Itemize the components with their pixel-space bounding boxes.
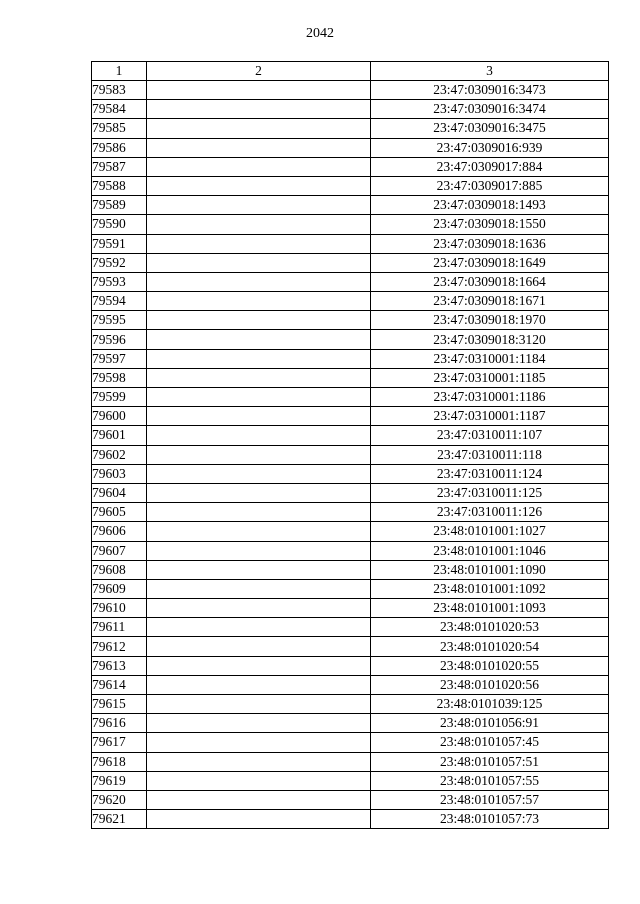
table-row xyxy=(92,157,609,176)
row-number-cell: 79612 xyxy=(92,637,147,656)
row-blank-cell xyxy=(147,81,371,100)
cadastral-number-cell: 23:48:0101057:57 xyxy=(371,790,609,809)
row-number-cell: 79607 xyxy=(92,541,147,560)
row-blank-cell xyxy=(147,675,371,694)
row-blank-cell xyxy=(147,176,371,195)
row-blank-cell xyxy=(147,196,371,215)
table-row xyxy=(92,196,609,215)
table-row xyxy=(92,234,609,253)
row-number-cell: 79618 xyxy=(92,752,147,771)
row-number-cell: 79613 xyxy=(92,656,147,675)
table-row xyxy=(92,522,609,541)
row-number-cell: 79611 xyxy=(92,618,147,637)
row-number-cell: 79619 xyxy=(92,771,147,790)
cadastral-number-cell: 23:47:0310011:107 xyxy=(371,426,609,445)
row-number-cell: 79603 xyxy=(92,464,147,483)
row-number-cell: 79600 xyxy=(92,407,147,426)
cadastral-number-cell: 23:47:0309018:1636 xyxy=(371,234,609,253)
cadastral-number-cell: 23:47:0309018:1671 xyxy=(371,292,609,311)
table-row xyxy=(92,272,609,291)
cadastral-number-cell: 23:48:0101057:73 xyxy=(371,810,609,829)
table-row xyxy=(92,215,609,234)
table-row xyxy=(92,119,609,138)
row-number-cell: 79615 xyxy=(92,695,147,714)
cadastral-number-cell: 23:47:0309018:1649 xyxy=(371,253,609,272)
table-row xyxy=(92,579,609,598)
table-row xyxy=(92,330,609,349)
cadastral-number-cell: 23:48:0101057:51 xyxy=(371,752,609,771)
cadastral-number-cell: 23:47:0310001:1185 xyxy=(371,368,609,387)
row-number-cell: 79606 xyxy=(92,522,147,541)
table-row xyxy=(92,253,609,272)
row-number-cell: 79614 xyxy=(92,675,147,694)
row-blank-cell xyxy=(147,234,371,253)
row-blank-cell xyxy=(147,618,371,637)
row-number-cell: 79584 xyxy=(92,100,147,119)
row-blank-cell xyxy=(147,311,371,330)
table-row xyxy=(92,695,609,714)
table-row xyxy=(92,349,609,368)
table-header-row xyxy=(92,62,609,81)
row-number-cell: 79602 xyxy=(92,445,147,464)
table-row xyxy=(92,483,609,502)
row-number-cell: 79598 xyxy=(92,368,147,387)
cadastral-number-cell: 23:48:0101020:53 xyxy=(371,618,609,637)
row-blank-cell xyxy=(147,253,371,272)
table-row xyxy=(92,138,609,157)
table-row xyxy=(92,292,609,311)
row-number-cell: 79586 xyxy=(92,138,147,157)
row-blank-cell xyxy=(147,157,371,176)
row-blank-cell xyxy=(147,368,371,387)
row-number-cell: 79594 xyxy=(92,292,147,311)
cadastral-number-cell: 23:47:0310011:124 xyxy=(371,464,609,483)
table-row xyxy=(92,176,609,195)
cadastral-number-cell: 23:48:0101039:125 xyxy=(371,695,609,714)
row-blank-cell xyxy=(147,771,371,790)
table-row xyxy=(92,637,609,656)
row-blank-cell xyxy=(147,695,371,714)
row-blank-cell xyxy=(147,330,371,349)
row-number-cell: 79590 xyxy=(92,215,147,234)
cadastral-number-cell: 23:47:0309016:3475 xyxy=(371,119,609,138)
table-row xyxy=(92,388,609,407)
row-number-cell: 79585 xyxy=(92,119,147,138)
row-number-cell: 79599 xyxy=(92,388,147,407)
row-number-cell: 79597 xyxy=(92,349,147,368)
cadastral-number-cell: 23:47:0310001:1184 xyxy=(371,349,609,368)
cadastral-number-cell: 23:47:0309018:1493 xyxy=(371,196,609,215)
table-row xyxy=(92,733,609,752)
row-number-cell: 79593 xyxy=(92,272,147,291)
cadastral-number-cell: 23:47:0310011:126 xyxy=(371,503,609,522)
row-blank-cell xyxy=(147,599,371,618)
row-blank-cell xyxy=(147,138,371,157)
table-row xyxy=(92,503,609,522)
cadastral-number-cell: 23:47:0310011:118 xyxy=(371,445,609,464)
row-number-cell: 79617 xyxy=(92,733,147,752)
row-blank-cell xyxy=(147,752,371,771)
row-blank-cell xyxy=(147,292,371,311)
row-number-cell: 79583 xyxy=(92,81,147,100)
row-blank-cell xyxy=(147,560,371,579)
table-row xyxy=(92,560,609,579)
row-number-cell: 79601 xyxy=(92,426,147,445)
row-number-cell: 79610 xyxy=(92,599,147,618)
row-blank-cell xyxy=(147,464,371,483)
row-blank-cell xyxy=(147,483,371,502)
row-blank-cell xyxy=(147,503,371,522)
table-row xyxy=(92,100,609,119)
cadastral-number-cell: 23:47:0309018:3120 xyxy=(371,330,609,349)
row-blank-cell xyxy=(147,637,371,656)
row-blank-cell xyxy=(147,388,371,407)
table-row xyxy=(92,810,609,829)
row-blank-cell xyxy=(147,426,371,445)
row-number-cell: 79620 xyxy=(92,790,147,809)
row-number-cell: 79609 xyxy=(92,579,147,598)
table-row xyxy=(92,407,609,426)
cadastral-number-cell: 23:47:0309016:3473 xyxy=(371,81,609,100)
table-row xyxy=(92,714,609,733)
row-blank-cell xyxy=(147,215,371,234)
cadastral-number-cell: 23:47:0309017:884 xyxy=(371,157,609,176)
cadastral-number-cell: 23:48:0101001:1090 xyxy=(371,560,609,579)
column-header-3: 3 xyxy=(371,62,609,81)
table-row xyxy=(92,311,609,330)
row-number-cell: 79589 xyxy=(92,196,147,215)
row-number-cell: 79616 xyxy=(92,714,147,733)
cadastral-number-cell: 23:47:0310011:125 xyxy=(371,483,609,502)
table-row xyxy=(92,771,609,790)
page-number: 2042 xyxy=(306,26,334,41)
cadastral-number-cell: 23:47:0309018:1970 xyxy=(371,311,609,330)
table-row xyxy=(92,675,609,694)
row-blank-cell xyxy=(147,810,371,829)
row-blank-cell xyxy=(147,407,371,426)
cadastral-number-cell: 23:47:0309016:3474 xyxy=(371,100,609,119)
cadastral-number-cell: 23:47:0309018:1550 xyxy=(371,215,609,234)
table-row xyxy=(92,368,609,387)
cadastral-number-cell: 23:47:0310001:1186 xyxy=(371,388,609,407)
table-row xyxy=(92,656,609,675)
cadastral-number-cell: 23:48:0101056:91 xyxy=(371,714,609,733)
row-blank-cell xyxy=(147,541,371,560)
row-number-cell: 79588 xyxy=(92,176,147,195)
table-row xyxy=(92,790,609,809)
table-row xyxy=(92,599,609,618)
table-row xyxy=(92,426,609,445)
cadastral-number-cell: 23:48:0101001:1093 xyxy=(371,599,609,618)
row-blank-cell xyxy=(147,714,371,733)
row-blank-cell xyxy=(147,733,371,752)
row-number-cell: 79608 xyxy=(92,560,147,579)
column-header-2: 2 xyxy=(147,62,371,81)
row-blank-cell xyxy=(147,656,371,675)
table-row xyxy=(92,445,609,464)
row-blank-cell xyxy=(147,272,371,291)
row-blank-cell xyxy=(147,100,371,119)
row-number-cell: 79621 xyxy=(92,810,147,829)
cadastral-number-cell: 23:48:0101057:55 xyxy=(371,771,609,790)
table-row xyxy=(92,618,609,637)
table-row xyxy=(92,81,609,100)
cadastral-number-cell: 23:48:0101020:55 xyxy=(371,656,609,675)
cadastral-number-cell: 23:48:0101020:56 xyxy=(371,675,609,694)
table-body xyxy=(92,81,609,829)
row-number-cell: 79587 xyxy=(92,157,147,176)
data-table xyxy=(91,61,609,829)
table-row xyxy=(92,464,609,483)
row-blank-cell xyxy=(147,349,371,368)
row-blank-cell xyxy=(147,445,371,464)
cadastral-number-cell: 23:48:0101001:1092 xyxy=(371,579,609,598)
row-number-cell: 79592 xyxy=(92,253,147,272)
cadastral-number-cell: 23:48:0101020:54 xyxy=(371,637,609,656)
row-blank-cell xyxy=(147,522,371,541)
cadastral-number-cell: 23:47:0309018:1664 xyxy=(371,272,609,291)
cadastral-number-cell: 23:47:0309016:939 xyxy=(371,138,609,157)
cadastral-number-cell: 23:47:0309017:885 xyxy=(371,176,609,195)
row-number-cell: 79591 xyxy=(92,234,147,253)
column-header-1: 1 xyxy=(92,62,147,81)
row-blank-cell xyxy=(147,579,371,598)
row-number-cell: 79604 xyxy=(92,483,147,502)
row-number-cell: 79596 xyxy=(92,330,147,349)
row-number-cell: 79595 xyxy=(92,311,147,330)
cadastral-number-cell: 23:48:0101001:1046 xyxy=(371,541,609,560)
cadastral-number-cell: 23:48:0101001:1027 xyxy=(371,522,609,541)
row-blank-cell xyxy=(147,119,371,138)
table-row xyxy=(92,752,609,771)
row-blank-cell xyxy=(147,790,371,809)
cadastral-number-cell: 23:48:0101057:45 xyxy=(371,733,609,752)
row-number-cell: 79605 xyxy=(92,503,147,522)
table-row xyxy=(92,541,609,560)
cadastral-number-cell: 23:47:0310001:1187 xyxy=(371,407,609,426)
